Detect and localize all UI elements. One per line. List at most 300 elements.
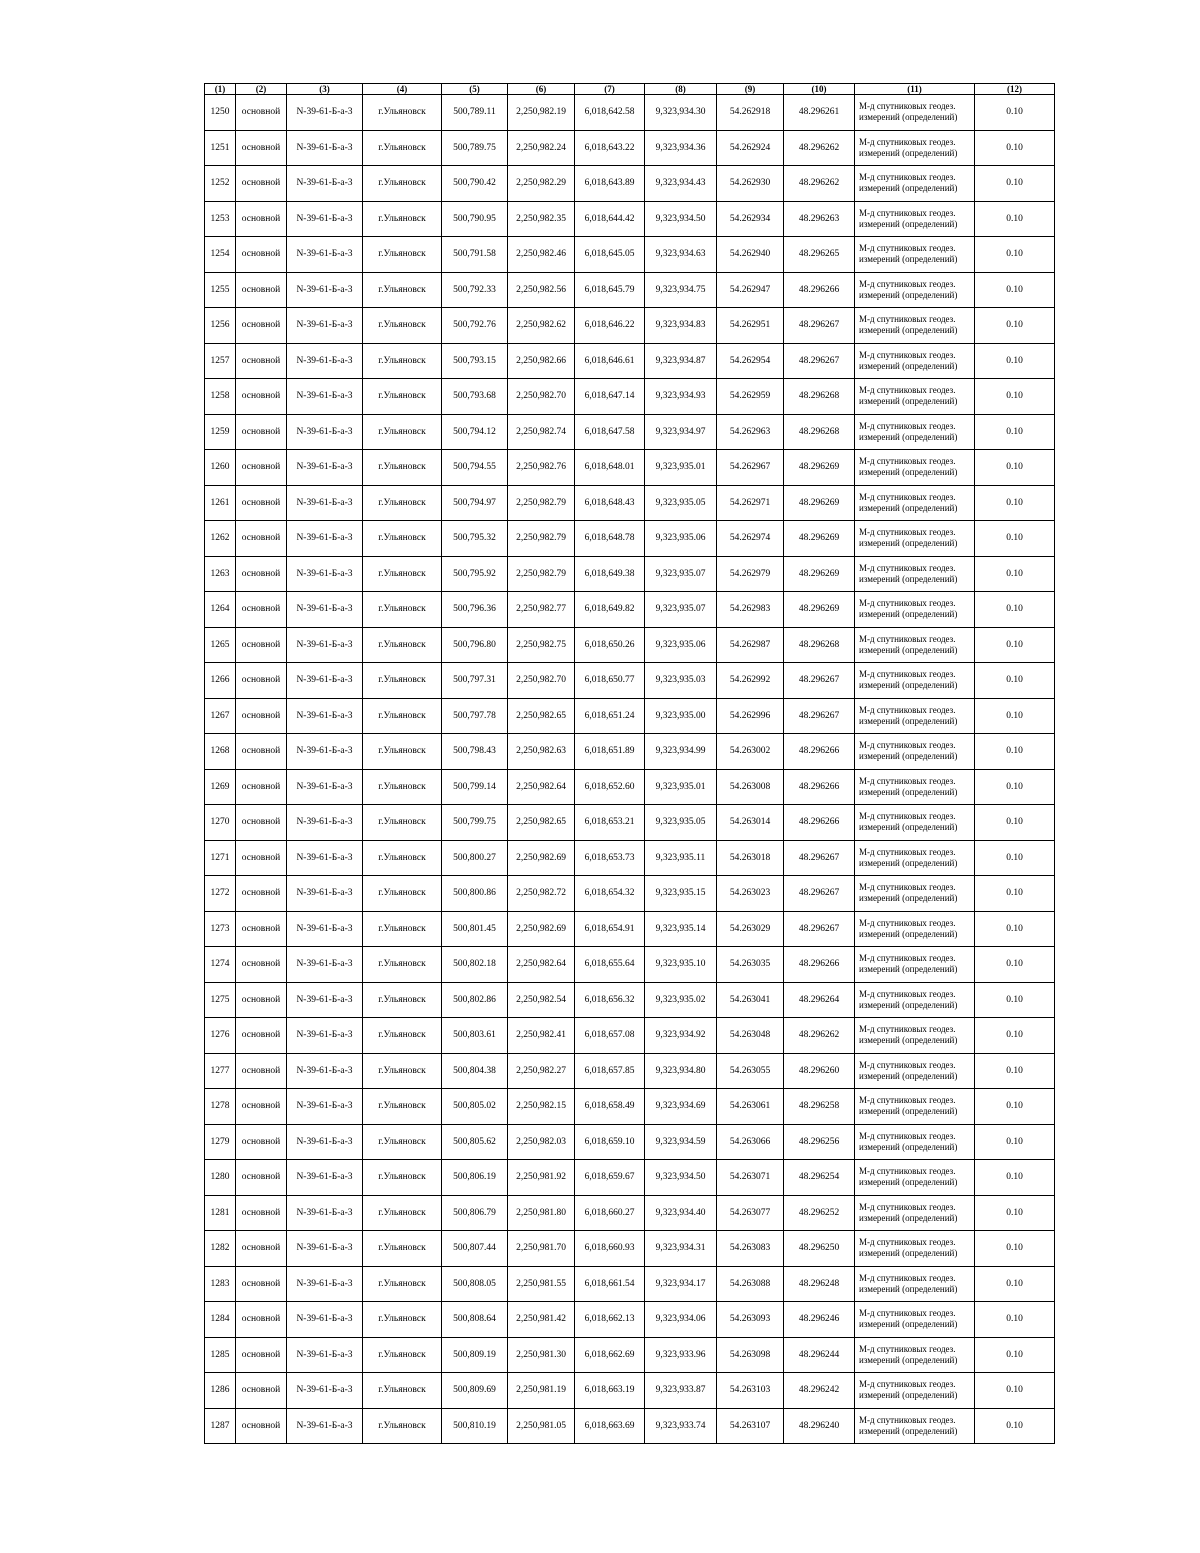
cell-col-longitude: 48.296264	[784, 982, 855, 1018]
cell-col-sheet: N-39-61-Б-а-3	[287, 698, 363, 734]
cell-col-longitude: 48.296267	[784, 698, 855, 734]
cell-col-latitude: 54.263066	[717, 1124, 784, 1160]
cell-col-method: М-д спутниковых геодез. измерений (определений)	[855, 734, 975, 770]
cell-col-type: основной	[236, 556, 287, 592]
cell-col-method: М-д спутниковых геодез. измерений (определений)	[855, 166, 975, 202]
cell-col-y: 2,250,982.65	[508, 805, 575, 841]
cell-col-locality: г.Ульяновск	[363, 1053, 442, 1089]
cell-col-latitude: 54.263088	[717, 1266, 784, 1302]
cell-col-x: 500,797.31	[442, 663, 508, 699]
cell-col-locality: г.Ульяновск	[363, 556, 442, 592]
cell-col-locality: г.Ульяновск	[363, 272, 442, 308]
cell-col-point-number: 1260	[205, 450, 236, 486]
cell-col-point-number: 1264	[205, 592, 236, 628]
cell-col-method: М-д спутниковых геодез. измерений (определений)	[855, 627, 975, 663]
cell-col-method: М-д спутниковых геодез. измерений (определений)	[855, 1231, 975, 1267]
cell-col-method: М-д спутниковых геодез. измерений (определений)	[855, 1053, 975, 1089]
cell-col-accuracy: 0.10	[975, 592, 1055, 628]
cell-col-longitude: 48.296262	[784, 1018, 855, 1054]
cell-col-y: 2,250,982.79	[508, 556, 575, 592]
cell-col-method: М-д спутниковых геодез. измерений (определений)	[855, 1373, 975, 1409]
cell-col-method: М-д спутниковых геодез. измерений (определений)	[855, 343, 975, 379]
cell-col-latitude: 54.263107	[717, 1408, 784, 1444]
cell-col-locality: г.Ульяновск	[363, 911, 442, 947]
table-row	[205, 947, 1055, 983]
cell-col-type: основной	[236, 1195, 287, 1231]
cell-col-y2: 9,323,934.93	[645, 379, 717, 415]
cell-col-longitude: 48.296268	[784, 627, 855, 663]
cell-col-x: 500,794.97	[442, 485, 508, 521]
cell-col-method: М-д спутниковых геодез. измерений (определений)	[855, 769, 975, 805]
cell-col-y: 2,250,982.64	[508, 769, 575, 805]
cell-col-sheet: N-39-61-Б-а-3	[287, 1408, 363, 1444]
cell-col-point-number: 1277	[205, 1053, 236, 1089]
cell-col-x: 500,795.92	[442, 556, 508, 592]
cell-col-sheet: N-39-61-Б-а-3	[287, 1266, 363, 1302]
cell-col-y: 2,250,982.56	[508, 272, 575, 308]
cell-col-type: основной	[236, 1160, 287, 1196]
cell-col-point-number: 1285	[205, 1337, 236, 1373]
cell-col-point-number: 1283	[205, 1266, 236, 1302]
cell-col-point-number: 1250	[205, 95, 236, 131]
cell-col-accuracy: 0.10	[975, 450, 1055, 486]
cell-col-x2: 6,018,656.32	[575, 982, 645, 1018]
header-col-latitude: (9)	[717, 84, 784, 95]
cell-col-y2: 9,323,934.99	[645, 734, 717, 770]
cell-col-y: 2,250,981.70	[508, 1231, 575, 1267]
cell-col-locality: г.Ульяновск	[363, 485, 442, 521]
table-row	[205, 485, 1055, 521]
cell-col-x: 500,809.19	[442, 1337, 508, 1373]
cell-col-x2: 6,018,647.14	[575, 379, 645, 415]
cell-col-longitude: 48.296269	[784, 521, 855, 557]
cell-col-y2: 9,323,934.36	[645, 130, 717, 166]
cell-col-accuracy: 0.10	[975, 237, 1055, 273]
table-row	[205, 130, 1055, 166]
cell-col-sheet: N-39-61-Б-а-3	[287, 911, 363, 947]
cell-col-method: М-д спутниковых геодез. измерений (определений)	[855, 947, 975, 983]
cell-col-point-number: 1279	[205, 1124, 236, 1160]
cell-col-accuracy: 0.10	[975, 627, 1055, 663]
cell-col-x2: 6,018,662.13	[575, 1302, 645, 1338]
cell-col-longitude: 48.296256	[784, 1124, 855, 1160]
cell-col-type: основной	[236, 805, 287, 841]
cell-col-accuracy: 0.10	[975, 734, 1055, 770]
cell-col-y2: 9,323,935.14	[645, 911, 717, 947]
cell-col-method: М-д спутниковых геодез. измерений (определений)	[855, 450, 975, 486]
cell-col-y: 2,250,981.42	[508, 1302, 575, 1338]
cell-col-locality: г.Ульяновск	[363, 769, 442, 805]
cell-col-method: М-д спутниковых геодез. измерений (определений)	[855, 308, 975, 344]
table-row	[205, 1195, 1055, 1231]
cell-col-sheet: N-39-61-Б-а-3	[287, 201, 363, 237]
cell-col-longitude: 48.296265	[784, 237, 855, 273]
cell-col-y: 2,250,982.72	[508, 876, 575, 912]
cell-col-x: 500,789.75	[442, 130, 508, 166]
cell-col-point-number: 1268	[205, 734, 236, 770]
cell-col-y: 2,250,981.30	[508, 1337, 575, 1373]
table-row	[205, 521, 1055, 557]
cell-col-type: основной	[236, 485, 287, 521]
cell-col-y2: 9,323,935.10	[645, 947, 717, 983]
cell-col-sheet: N-39-61-Б-а-3	[287, 130, 363, 166]
cell-col-locality: г.Ульяновск	[363, 947, 442, 983]
cell-col-point-number: 1252	[205, 166, 236, 202]
cell-col-point-number: 1263	[205, 556, 236, 592]
cell-col-method: М-д спутниковых геодез. измерений (определений)	[855, 698, 975, 734]
cell-col-y: 2,250,982.66	[508, 343, 575, 379]
cell-col-x: 500,793.68	[442, 379, 508, 415]
cell-col-longitude: 48.296262	[784, 166, 855, 202]
cell-col-method: М-д спутниковых геодез. измерений (определений)	[855, 1089, 975, 1125]
header-col-x2: (7)	[575, 84, 645, 95]
cell-col-latitude: 54.262951	[717, 308, 784, 344]
cell-col-sheet: N-39-61-Б-а-3	[287, 805, 363, 841]
cell-col-y: 2,250,982.74	[508, 414, 575, 450]
table-header-row	[205, 84, 1055, 95]
cell-col-point-number: 1266	[205, 663, 236, 699]
cell-col-longitude: 48.296250	[784, 1231, 855, 1267]
header-col-locality: (4)	[363, 84, 442, 95]
cell-col-x: 500,804.38	[442, 1053, 508, 1089]
cell-col-y2: 9,323,935.01	[645, 769, 717, 805]
cell-col-x2: 6,018,657.85	[575, 1053, 645, 1089]
cell-col-sheet: N-39-61-Б-а-3	[287, 166, 363, 202]
cell-col-x2: 6,018,643.22	[575, 130, 645, 166]
cell-col-x: 500,808.64	[442, 1302, 508, 1338]
cell-col-type: основной	[236, 1302, 287, 1338]
cell-col-x2: 6,018,650.26	[575, 627, 645, 663]
cell-col-accuracy: 0.10	[975, 876, 1055, 912]
cell-col-accuracy: 0.10	[975, 414, 1055, 450]
cell-col-accuracy: 0.10	[975, 343, 1055, 379]
cell-col-point-number: 1282	[205, 1231, 236, 1267]
cell-col-y2: 9,323,934.59	[645, 1124, 717, 1160]
cell-col-latitude: 54.262974	[717, 521, 784, 557]
table-row	[205, 1408, 1055, 1444]
cell-col-longitude: 48.296269	[784, 592, 855, 628]
cell-col-sheet: N-39-61-Б-а-3	[287, 343, 363, 379]
cell-col-x2: 6,018,648.01	[575, 450, 645, 486]
cell-col-method: М-д спутниковых геодез. измерений (определений)	[855, 130, 975, 166]
cell-col-type: основной	[236, 95, 287, 131]
cell-col-x: 500,795.32	[442, 521, 508, 557]
cell-col-x2: 6,018,654.91	[575, 911, 645, 947]
cell-col-y: 2,250,982.75	[508, 627, 575, 663]
cell-col-x: 500,805.62	[442, 1124, 508, 1160]
cell-col-y2: 9,323,934.30	[645, 95, 717, 131]
cell-col-method: М-д спутниковых геодез. измерений (определений)	[855, 556, 975, 592]
cell-col-sheet: N-39-61-Б-а-3	[287, 1195, 363, 1231]
cell-col-type: основной	[236, 876, 287, 912]
cell-col-longitude: 48.296254	[784, 1160, 855, 1196]
cell-col-method: М-д спутниковых геодез. измерений (определений)	[855, 414, 975, 450]
cell-col-y2: 9,323,934.80	[645, 1053, 717, 1089]
header-col-y: (6)	[508, 84, 575, 95]
cell-col-y: 2,250,982.77	[508, 592, 575, 628]
table-row	[205, 95, 1055, 131]
cell-col-y2: 9,323,935.06	[645, 521, 717, 557]
cell-col-latitude: 54.263023	[717, 876, 784, 912]
cell-col-locality: г.Ульяновск	[363, 663, 442, 699]
cell-col-latitude: 54.262924	[717, 130, 784, 166]
cell-col-latitude: 54.263061	[717, 1089, 784, 1125]
cell-col-x2: 6,018,658.49	[575, 1089, 645, 1125]
cell-col-y2: 9,323,934.31	[645, 1231, 717, 1267]
cell-col-method: М-д спутниковых геодез. измерений (определений)	[855, 272, 975, 308]
cell-col-sheet: N-39-61-Б-а-3	[287, 734, 363, 770]
cell-col-y: 2,250,982.79	[508, 521, 575, 557]
cell-col-longitude: 48.296266	[784, 272, 855, 308]
cell-col-y: 2,250,982.41	[508, 1018, 575, 1054]
cell-col-y2: 9,323,934.75	[645, 272, 717, 308]
cell-col-x: 500,810.19	[442, 1408, 508, 1444]
cell-col-locality: г.Ульяновск	[363, 237, 442, 273]
cell-col-x2: 6,018,663.69	[575, 1408, 645, 1444]
cell-col-type: основной	[236, 1018, 287, 1054]
cell-col-latitude: 54.262918	[717, 95, 784, 131]
table-row	[205, 1124, 1055, 1160]
header-col-method: (11)	[855, 84, 975, 95]
cell-col-method: М-д спутниковых геодез. измерений (определений)	[855, 592, 975, 628]
cell-col-type: основной	[236, 1053, 287, 1089]
cell-col-x2: 6,018,650.77	[575, 663, 645, 699]
cell-col-point-number: 1284	[205, 1302, 236, 1338]
cell-col-accuracy: 0.10	[975, 911, 1055, 947]
cell-col-y2: 9,323,934.06	[645, 1302, 717, 1338]
cell-col-x: 500,799.14	[442, 769, 508, 805]
cell-col-locality: г.Ульяновск	[363, 876, 442, 912]
cell-col-locality: г.Ульяновск	[363, 805, 442, 841]
cell-col-x2: 6,018,651.89	[575, 734, 645, 770]
cell-col-latitude: 54.263018	[717, 840, 784, 876]
cell-col-method: М-д спутниковых геодез. измерений (определений)	[855, 1160, 975, 1196]
cell-col-x: 500,793.15	[442, 343, 508, 379]
cell-col-x2: 6,018,653.73	[575, 840, 645, 876]
cell-col-longitude: 48.296252	[784, 1195, 855, 1231]
cell-col-type: основной	[236, 272, 287, 308]
table-row	[205, 734, 1055, 770]
table-row	[205, 556, 1055, 592]
cell-col-sheet: N-39-61-Б-а-3	[287, 840, 363, 876]
table-row	[205, 982, 1055, 1018]
cell-col-point-number: 1261	[205, 485, 236, 521]
header-col-sheet: (3)	[287, 84, 363, 95]
cell-col-sheet: N-39-61-Б-а-3	[287, 521, 363, 557]
cell-col-point-number: 1269	[205, 769, 236, 805]
cell-col-type: основной	[236, 663, 287, 699]
cell-col-accuracy: 0.10	[975, 1195, 1055, 1231]
cell-col-accuracy: 0.10	[975, 1408, 1055, 1444]
cell-col-x: 500,800.27	[442, 840, 508, 876]
cell-col-x: 500,797.78	[442, 698, 508, 734]
cell-col-latitude: 54.262959	[717, 379, 784, 415]
cell-col-type: основной	[236, 414, 287, 450]
cell-col-latitude: 54.262996	[717, 698, 784, 734]
cell-col-type: основной	[236, 592, 287, 628]
cell-col-longitude: 48.296266	[784, 805, 855, 841]
cell-col-y2: 9,323,934.69	[645, 1089, 717, 1125]
cell-col-y2: 9,323,934.87	[645, 343, 717, 379]
cell-col-locality: г.Ульяновск	[363, 840, 442, 876]
table-row	[205, 698, 1055, 734]
cell-col-locality: г.Ульяновск	[363, 1195, 442, 1231]
cell-col-x: 500,790.42	[442, 166, 508, 202]
cell-col-type: основной	[236, 698, 287, 734]
cell-col-sheet: N-39-61-Б-а-3	[287, 982, 363, 1018]
cell-col-accuracy: 0.10	[975, 698, 1055, 734]
table-row	[205, 1018, 1055, 1054]
table-row	[205, 379, 1055, 415]
cell-col-latitude: 54.262954	[717, 343, 784, 379]
coordinates-table	[204, 83, 1055, 1444]
cell-col-y: 2,250,982.27	[508, 1053, 575, 1089]
cell-col-y: 2,250,982.79	[508, 485, 575, 521]
cell-col-latitude: 54.262979	[717, 556, 784, 592]
cell-col-longitude: 48.296244	[784, 1337, 855, 1373]
cell-col-x: 500,790.95	[442, 201, 508, 237]
cell-col-longitude: 48.296246	[784, 1302, 855, 1338]
cell-col-method: М-д спутниковых геодез. измерений (определений)	[855, 1302, 975, 1338]
cell-col-type: основной	[236, 1231, 287, 1267]
cell-col-x: 500,792.33	[442, 272, 508, 308]
cell-col-y2: 9,323,934.40	[645, 1195, 717, 1231]
cell-col-type: основной	[236, 308, 287, 344]
cell-col-x: 500,792.76	[442, 308, 508, 344]
cell-col-point-number: 1286	[205, 1373, 236, 1409]
header-col-x: (5)	[442, 84, 508, 95]
cell-col-locality: г.Ульяновск	[363, 1302, 442, 1338]
cell-col-x2: 6,018,642.58	[575, 95, 645, 131]
cell-col-longitude: 48.296267	[784, 840, 855, 876]
cell-col-locality: г.Ульяновск	[363, 1089, 442, 1125]
cell-col-locality: г.Ульяновск	[363, 1160, 442, 1196]
cell-col-y2: 9,323,935.05	[645, 805, 717, 841]
cell-col-accuracy: 0.10	[975, 130, 1055, 166]
cell-col-type: основной	[236, 450, 287, 486]
cell-col-locality: г.Ульяновск	[363, 201, 442, 237]
cell-col-accuracy: 0.10	[975, 1053, 1055, 1089]
cell-col-locality: г.Ульяновск	[363, 379, 442, 415]
cell-col-longitude: 48.296268	[784, 414, 855, 450]
cell-col-x2: 6,018,660.93	[575, 1231, 645, 1267]
cell-col-sheet: N-39-61-Б-а-3	[287, 272, 363, 308]
cell-col-accuracy: 0.10	[975, 663, 1055, 699]
cell-col-y: 2,250,981.55	[508, 1266, 575, 1302]
cell-col-method: М-д спутниковых геодез. измерений (определений)	[855, 1337, 975, 1373]
cell-col-latitude: 54.262930	[717, 166, 784, 202]
cell-col-x2: 6,018,660.27	[575, 1195, 645, 1231]
cell-col-point-number: 1281	[205, 1195, 236, 1231]
cell-col-locality: г.Ульяновск	[363, 450, 442, 486]
cell-col-locality: г.Ульяновск	[363, 982, 442, 1018]
cell-col-y2: 9,323,935.07	[645, 592, 717, 628]
cell-col-method: М-д спутниковых геодез. измерений (определений)	[855, 1018, 975, 1054]
cell-col-point-number: 1255	[205, 272, 236, 308]
cell-col-x2: 6,018,645.05	[575, 237, 645, 273]
cell-col-longitude: 48.296266	[784, 769, 855, 805]
cell-col-type: основной	[236, 343, 287, 379]
cell-col-x2: 6,018,647.58	[575, 414, 645, 450]
cell-col-y: 2,250,982.64	[508, 947, 575, 983]
cell-col-method: М-д спутниковых геодез. измерений (определений)	[855, 1195, 975, 1231]
cell-col-sheet: N-39-61-Б-а-3	[287, 769, 363, 805]
cell-col-y: 2,250,981.92	[508, 1160, 575, 1196]
cell-col-y2: 9,323,935.01	[645, 450, 717, 486]
cell-col-longitude: 48.296269	[784, 556, 855, 592]
cell-col-y2: 9,323,934.63	[645, 237, 717, 273]
cell-col-latitude: 54.263035	[717, 947, 784, 983]
cell-col-sheet: N-39-61-Б-а-3	[287, 1373, 363, 1409]
cell-col-type: основной	[236, 627, 287, 663]
cell-col-x: 500,803.61	[442, 1018, 508, 1054]
cell-col-point-number: 1251	[205, 130, 236, 166]
cell-col-latitude: 54.263077	[717, 1195, 784, 1231]
cell-col-x: 500,802.86	[442, 982, 508, 1018]
cell-col-y2: 9,323,935.11	[645, 840, 717, 876]
cell-col-x2: 6,018,646.61	[575, 343, 645, 379]
cell-col-point-number: 1271	[205, 840, 236, 876]
cell-col-sheet: N-39-61-Б-а-3	[287, 379, 363, 415]
cell-col-accuracy: 0.10	[975, 201, 1055, 237]
cell-col-locality: г.Ульяновск	[363, 521, 442, 557]
cell-col-accuracy: 0.10	[975, 166, 1055, 202]
cell-col-y2: 9,323,935.03	[645, 663, 717, 699]
cell-col-accuracy: 0.10	[975, 521, 1055, 557]
cell-col-accuracy: 0.10	[975, 485, 1055, 521]
cell-col-sheet: N-39-61-Б-а-3	[287, 1337, 363, 1373]
cell-col-y2: 9,323,933.74	[645, 1408, 717, 1444]
table-row	[205, 450, 1055, 486]
cell-col-method: М-д спутниковых геодез. измерений (определений)	[855, 840, 975, 876]
cell-col-sheet: N-39-61-Б-а-3	[287, 414, 363, 450]
cell-col-accuracy: 0.10	[975, 805, 1055, 841]
cell-col-y: 2,250,982.62	[508, 308, 575, 344]
cell-col-latitude: 54.262934	[717, 201, 784, 237]
cell-col-accuracy: 0.10	[975, 379, 1055, 415]
cell-col-longitude: 48.296263	[784, 201, 855, 237]
cell-col-x: 500,808.05	[442, 1266, 508, 1302]
cell-col-latitude: 54.262992	[717, 663, 784, 699]
cell-col-point-number: 1257	[205, 343, 236, 379]
cell-col-point-number: 1262	[205, 521, 236, 557]
cell-col-y: 2,250,982.69	[508, 911, 575, 947]
cell-col-y: 2,250,982.69	[508, 840, 575, 876]
cell-col-method: М-д спутниковых геодез. измерений (определений)	[855, 485, 975, 521]
cell-col-x2: 6,018,651.24	[575, 698, 645, 734]
cell-col-y: 2,250,982.19	[508, 95, 575, 131]
cell-col-locality: г.Ульяновск	[363, 130, 442, 166]
cell-col-latitude: 54.262983	[717, 592, 784, 628]
cell-col-y2: 9,323,934.17	[645, 1266, 717, 1302]
table-row	[205, 414, 1055, 450]
cell-col-method: М-д спутниковых геодез. измерений (определений)	[855, 1266, 975, 1302]
cell-col-locality: г.Ульяновск	[363, 308, 442, 344]
cell-col-latitude: 54.263083	[717, 1231, 784, 1267]
cell-col-x: 500,809.69	[442, 1373, 508, 1409]
cell-col-latitude: 54.263014	[717, 805, 784, 841]
cell-col-x2: 6,018,649.38	[575, 556, 645, 592]
table-body	[205, 95, 1055, 1444]
cell-col-y2: 9,323,934.92	[645, 1018, 717, 1054]
cell-col-sheet: N-39-61-Б-а-3	[287, 627, 363, 663]
cell-col-longitude: 48.296240	[784, 1408, 855, 1444]
cell-col-sheet: N-39-61-Б-а-3	[287, 308, 363, 344]
cell-col-longitude: 48.296267	[784, 663, 855, 699]
cell-col-x2: 6,018,643.89	[575, 166, 645, 202]
cell-col-type: основной	[236, 521, 287, 557]
cell-col-locality: г.Ульяновск	[363, 734, 442, 770]
